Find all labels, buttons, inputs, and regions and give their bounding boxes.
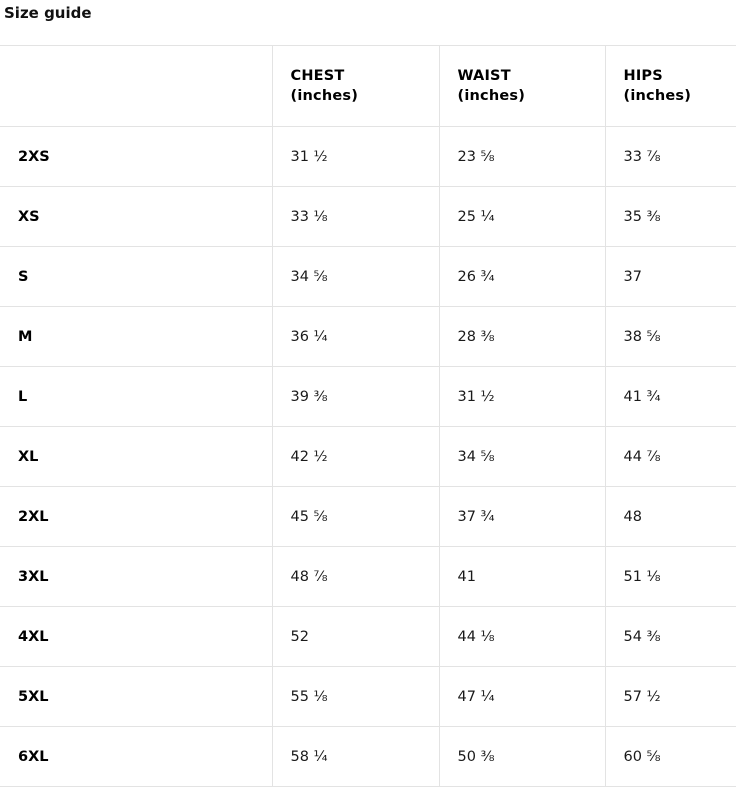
column-header-waist-line1: WAIST: [458, 68, 511, 84]
table-row: [0, 667, 736, 727]
column-header-hips-line2: (inches): [624, 86, 736, 106]
cell-chest: 33 ⅛: [272, 187, 439, 247]
cell-hips: 38 ⅝: [605, 307, 736, 367]
cell-waist: 37 ¾: [439, 487, 605, 547]
column-header-waist-line2: (inches): [458, 86, 605, 106]
table-row: [0, 727, 736, 787]
cell-waist: 41: [439, 547, 605, 607]
cell-hips: 48: [605, 487, 736, 547]
cell-chest: 39 ⅜: [272, 367, 439, 427]
row-label-size: 6XL: [0, 727, 272, 787]
cell-waist: 50 ⅜: [439, 727, 605, 787]
row-label-size: 5XL: [0, 667, 272, 727]
cell-chest: 52: [272, 607, 439, 667]
row-label-size: M: [0, 307, 272, 367]
table-header: [0, 46, 736, 127]
cell-chest: 34 ⅝: [272, 247, 439, 307]
cell-hips: 57 ½: [605, 667, 736, 727]
cell-chest: 36 ¼: [272, 307, 439, 367]
cell-hips: 37: [605, 247, 736, 307]
cell-waist: 31 ½: [439, 367, 605, 427]
table-row: [0, 547, 736, 607]
row-label-size: 2XS: [0, 127, 272, 187]
column-header-chest: [272, 46, 439, 127]
table-row: [0, 127, 736, 187]
column-header-chest-line2: (inches): [291, 86, 439, 106]
cell-waist: 47 ¼: [439, 667, 605, 727]
cell-hips: 51 ⅛: [605, 547, 736, 607]
cell-chest: 55 ⅛: [272, 667, 439, 727]
cell-hips: 44 ⅞: [605, 427, 736, 487]
row-label-size: L: [0, 367, 272, 427]
cell-hips: 35 ⅜: [605, 187, 736, 247]
column-header-size: [0, 46, 272, 127]
cell-waist: 34 ⅝: [439, 427, 605, 487]
table-row: [0, 247, 736, 307]
size-guide-page: [0, 4, 736, 787]
cell-hips: 54 ⅜: [605, 607, 736, 667]
table-row: [0, 307, 736, 367]
cell-waist: 23 ⅝: [439, 127, 605, 187]
cell-waist: 25 ¼: [439, 187, 605, 247]
table-row: [0, 487, 736, 547]
row-label-size: 3XL: [0, 547, 272, 607]
row-label-size: 2XL: [0, 487, 272, 547]
table-row: [0, 187, 736, 247]
table-row: [0, 367, 736, 427]
size-guide-table: [0, 45, 736, 787]
cell-chest: 58 ¼: [272, 727, 439, 787]
cell-hips: 33 ⅞: [605, 127, 736, 187]
cell-waist: 28 ⅜: [439, 307, 605, 367]
row-label-size: S: [0, 247, 272, 307]
column-header-waist: [439, 46, 605, 127]
page-title: Size guide: [4, 4, 736, 22]
cell-hips: 60 ⅝: [605, 727, 736, 787]
cell-chest: 42 ½: [272, 427, 439, 487]
column-header-hips: [605, 46, 736, 127]
cell-chest: 31 ½: [272, 127, 439, 187]
row-label-size: XS: [0, 187, 272, 247]
cell-chest: 48 ⅞: [272, 547, 439, 607]
table-row: [0, 427, 736, 487]
table-body: [0, 127, 736, 787]
cell-chest: 45 ⅝: [272, 487, 439, 547]
table-header-row: [0, 46, 736, 127]
cell-waist: 44 ⅛: [439, 607, 605, 667]
cell-waist: 26 ¾: [439, 247, 605, 307]
row-label-size: XL: [0, 427, 272, 487]
table-row: [0, 607, 736, 667]
column-header-chest-line1: CHEST: [291, 68, 345, 84]
cell-hips: 41 ¾: [605, 367, 736, 427]
column-header-hips-line1: HIPS: [624, 68, 663, 84]
row-label-size: 4XL: [0, 607, 272, 667]
